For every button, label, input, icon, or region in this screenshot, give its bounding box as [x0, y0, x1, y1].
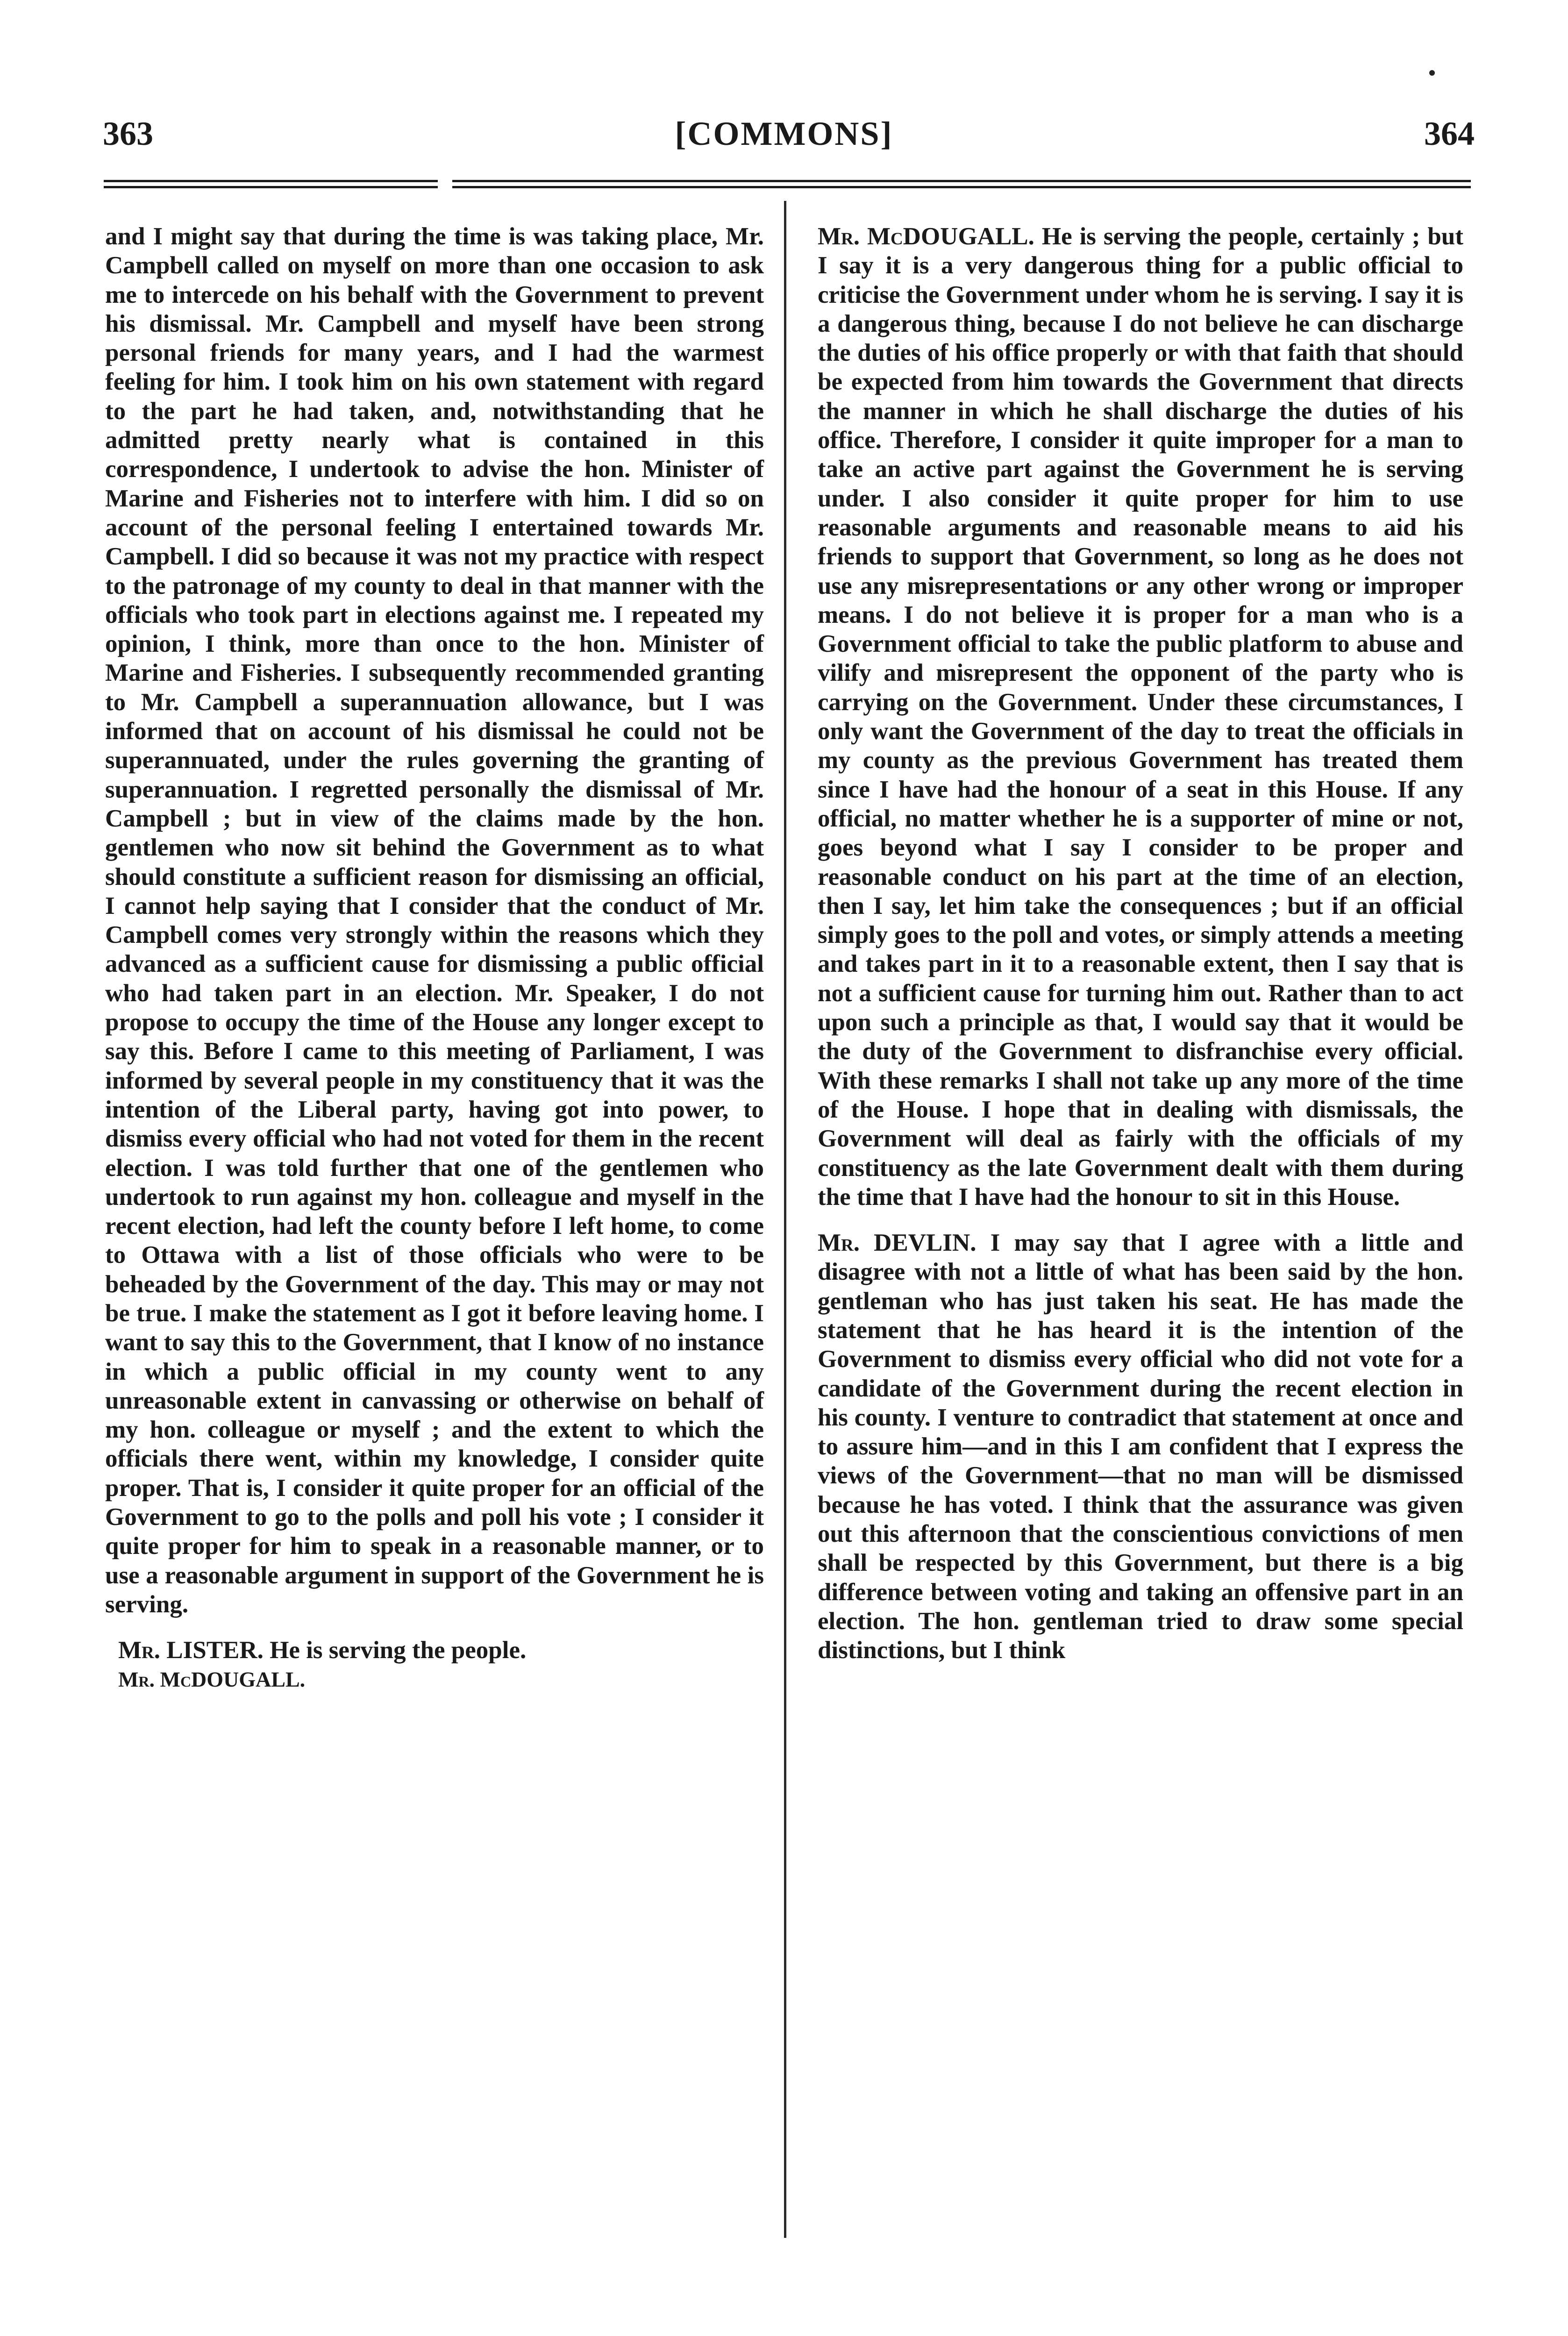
right-paragraph-2 — [805, 1228, 1463, 1665]
journal-title: [COMMONS] — [675, 115, 893, 152]
page-number-right: 364 — [1424, 115, 1475, 152]
header-rule-right-bottom — [452, 186, 1471, 188]
left-paragraph-2 — [105, 1636, 764, 1665]
left-paragraph-1: and I might say that during the time is was taking place, Mr. Campbell called on myself on more than one occasion to ask me to intercede on his behalf with the Government to prevent his dismissal. Mr. Campbell and myself have been strong personal friends for many years, and I had the warmest feeling for him. I took him on his own statement with regard to the part he had taken, and, notwithstanding that he admitted pretty nearly what is contained in this correspondence, I undertook to advise the hon. Minister of Marine and Fisheries not to interfere with him. I did so on account of the personal feeling I entertained towards Mr. Campbell. I did so because it was not my practice with respect to the patronage of my county to deal in that manner with the officials who took part in elections against me. I repeated my opinion, I think, more than once to the hon. Minister of Marine and Fisheries. I subsequently recommended granting to Mr. Campbell a superannuation allowance, but I was informed that on account of his dismissal he could not be superannuated, under the rules governing the granting of superannuation. I regretted personally the dismissal of Mr. Campbell ; but in view of the claims made by the hon. gentlemen who now sit behind the Government as to what should constitute a sufficient reason for dismissing an official, I cannot help saying that I consider that the conduct of Mr. Campbell comes very strongly within the reasons which they advanced as a sufficient cause for dismissing a public official who had taken part in an election. Mr. Speaker, I do not propose to occupy the time of the House any longer except to say this. Before I came to this meeting of Parliament, I was informed by several people in my constituency that it was the intention of the Liberal party, having got into power, to dismiss every official who had not voted for them in the recent election. I was told further that one of the gentlemen who undertook to run against my hon. colleague and myself in the recent election, had left the county before I left home, to come to Ottawa with a list of those officials who were to be beheaded by the Government of the day. This may or may not be true. I make the statement as I got it before leaving home. I want to say this to the Government, that I know of no instance in which a public official in my county went to any unreasonable extent in canvassing or otherwise on behalf of my hon. colleague or myself ; and the extent to which the officials there went, within my knowledge, I consider quite proper. That is, I consider it quite proper for an official of the Government to go to the polls and poll his vote ; I consider it quite proper for him to speak in a reasonable manner, or to use a reasonable argument in support of the Government he is serving. — [105, 223, 764, 1618]
left-paragraph-3 — [105, 1665, 764, 1694]
speaker-name: Mr. McDOUGALL. — [818, 223, 1034, 250]
header-rule-left-bottom — [104, 186, 438, 188]
right-paragraph-1 — [805, 222, 1463, 1211]
speaker-name: Mr. DEVLIN. — [818, 1229, 976, 1257]
page-header — [0, 105, 1568, 157]
speech-text: He is serving the people. — [270, 1637, 527, 1664]
right-column — [805, 222, 1463, 1665]
speaker-name: Mr. LISTER. — [118, 1637, 264, 1664]
header-rule-left-top — [104, 180, 438, 182]
speech-text: I may say that I agree with a little and disagree with not a little of what has been said by the hon. gentleman who has just taken his seat. He has made the statement that he has heard it is the intention of the Government to dismiss every official who did not vote for a candidate of the Government during the recent election in his county. I venture to contradict that statement at once and to assure him—and in this I am confident that I express the views of the Government—that no man will be dismissed because he has voted. I think that the assurance was given out this afternoon that the conscientious convictions of men shall be respected by this Government, but there is a big difference between voting and taking an offensive part in an election. The hon. gentleman tried to draw some special distinctions, but I think — [818, 1229, 1463, 1664]
page-number-left: 363 — [103, 115, 153, 152]
column-divider — [784, 201, 786, 2238]
speech-text: He is serving the people, certainly ; but I say it is a very dangerous thing for a public official to criticise the Government under whom he is serving. I say it is a dangerous thing, because I do not believe he can discharge the duties of his office properly or with that faith that should be expected from him towards the Government that directs the manner in which he shall discharge the duties of his office. Therefore, I consider it quite improper for a man to take an active part against the Government he is serving under. I also consider it quite proper for him to use reasonable arguments and reasonable means to aid his friends to support that Government, so long as he does not use any misrepresentations or any other wrong or improper means. I do not believe it is proper for a man who is a Government official to take the public platform to abuse and vilify and misrepresent the opponent of the party who is carrying on the Government. Under these circumstances, I only want the Government of the day to treat the officials in my county as the previous Government has treated them since I have had the honour of a seat in this House. If any official, no matter whether he is a supporter of mine or not, goes beyond what I say I consider to be proper and reasonable conduct on his part at the time of an election, then I say, let him take the consequences ; but if an official simply goes to the poll and votes, or simply attends a meeting and takes part in it to a reasonable extent, then I say that is not a sufficient cause for turning him out. Rather than to act upon such a principle as that, I would say that it would be the duty of the Government to disfranchise every official. With these remarks I shall not take up any more of the time of the House. I hope that in dealing with dismissals, the Government will deal as fairly with the officials of my constituency as the late Government dealt with them during the time that I have had the honour to sit in this House. — [818, 223, 1464, 1211]
left-column — [105, 222, 764, 1694]
header-rule-right-top — [452, 180, 1471, 182]
speaker-name: Mr. McDOUGALL. — [118, 1667, 306, 1691]
ink-dot — [1429, 70, 1435, 76]
